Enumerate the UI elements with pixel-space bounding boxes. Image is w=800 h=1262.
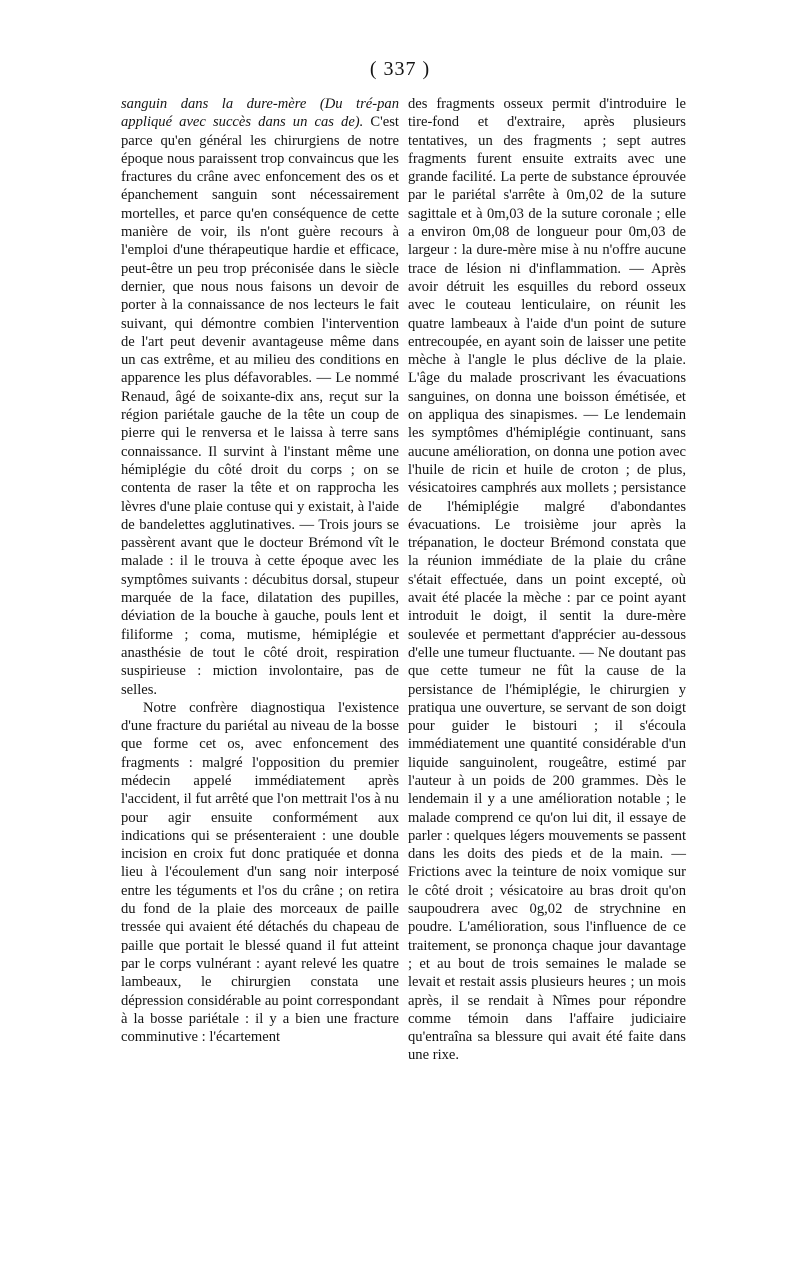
right-column <box>408 95 686 1065</box>
left-column <box>121 95 399 1046</box>
left-paragraph-2: Notre confrère diagnostiqua l'existence d'une fracture du pariétal au niveau de la bosse que forme cet os, avec enfoncement des fragments : malgré l'opposition du premier médecin appelé immédiatement après l'accident, il fut arrêté que l'on mettrait l'os à nu pour agir ensuite conformément aux indications qui se présenteraient : une double incision en croix fut donc pratiquée et donna lieu à l'écoulement d'un sang noir interposé entre les téguments et l'os du crâne ; on retira du fond de la plaie des morceaux de paille tressée qui avaient été détachés du chapeau de paille que portait le blessé quand il fut atteint par le corps vulnérant : ayant relevé les quatre lambeaux, le chirurgien constata une dépression considérable au point correspondant à la bosse pariétale : il y a bien une fracture comminutive : l'écartement <box>121 699 399 1046</box>
left-paragraph-1 <box>121 95 399 699</box>
page-number: ( 337 ) <box>369 58 431 80</box>
left-paragraph-1-text: C'est parce qu'en général les chirurgiens de notre époque nous paraissent trop convaincus que les fractures du crâne avec enfoncement des os et épanchement sanguin sont nécessairement mortelles, et parce qu'en conséquence de cette manière de voir, ils n'ont guère recours à l'emploi d'une thérapeutique hardie et efficace, peut-être un peu trop préconisée dans le siècle dernier, que nous nous faisons un devoir de porter à la connaissance de nos lecteurs le fait suivant, qui démontre combien l'intervention de l'art peut devenir avantageuse même dans un cas extrême, et au milieu des conditions en apparence les plus défavorables. — Le nommé Renaud, âgé de soixante-dix ans, reçut sur la région pariétale gauche de la tête un coup de pierre qui le renversa et le laissa à terre sans connaissance. Il survint à l'instant même une hémiplégie du côté droit du corps ; on se contenta de raser la tête et on rapprocha les lèvres d'une plaie contuse qui y existait, à l'aide de bandelettes agglutinatives. — Trois jours se passèrent avant que le docteur Brémond vît le malade : il le trouva à cette époque avec les symptômes suivants : décubitus dorsal, stupeur marquée de la face, dilatation des pupilles, déviation de la bouche à gauche, pouls lent et filiforme ; coma, mutisme, hémiplégie et anasthésie de tout le côté droit, respiration suspirieuse : miction involontaire, pas de selles. <box>121 114 399 698</box>
right-paragraph-1: des fragments osseux permit d'introduire le tire-fond et d'extraire, après plusieurs tentatives, un des fragments ; sept autres fragments furent ensuite extraits avec une grande facilité. La perte de substance éprouvée par le pariétal s'arrête à 0m,02 de la suture sagittale et à 0m,03 de la suture coronale ; elle a environ 0m,08 de longueur pour 0m,03 de largeur : la dure-mère mise à nu n'offre aucune trace de lésion ni d'inflammation. — Après avoir détruit les esquilles du rebord osseux avec le couteau lenticulaire, on réunit les quatre lambeaux à l'aide d'un point de suture entrecoupée, en ayant soin de laisser une petite mèche à l'angle le plus déclive de la plaie. L'âge du malade proscrivant les évacuations sanguines, on donna une boisson émétisée, et on appliqua des sinapismes. — Le lendemain les symptômes d'hémiplégie continuant, sans aucune amélioration, on donna une potion avec l'huile de ricin et huile de croton ; de plus, vésicatoires camphrés aux mollets ; persistance de l'hémiplégie malgré d'abondantes évacuations. Le troisième jour après la trépanation, le docteur Brémond constata que la réunion immédiate de la plaie du crâne s'était effectuée, dans un point excepté, où avait été placée la mèche : par ce point ayant introduit le doigt, il sentit la dure-mère soulevée et permettant d'apprécier au-dessous d'elle une tumeur fluctuante. — Ne doutant pas que cette tumeur ne fût la cause de la persistance de l'hémiplégie, le chirurgien y pratiqua une ouverture, se servant de son doigt pour guider le bistouri ; il s'écoula immédiatement une quantité considérable d'un liquide sanguinolent, rougeâtre, estimé par l'auteur à un poids de 200 grammes. Dès le lendemain il y a une amélioration notable ; le malade comprend ce qu'on lui dit, il essaye de parler : quelques légers mouvements se passent dans les doits des pieds et de la main. — Frictions avec la teinture de noix vomique sur le côté droit ; vésicatoire au bras droit qu'on saupoudrera avec 0g,02 de strychnine en poudre. L'amélioration, sous l'influence de ce traitement, se prononça chaque jour davantage ; et au bout de trois semaines le malade se levait et restait assis plusieurs heures ; un mois après, il se rendait à Nîmes pour répondre comme témoin dans l'affaire judiciaire qu'entraîna sa blessure qui avait été faite dans une rixe. <box>408 96 686 1064</box>
article-title: sanguin dans la dure-mère (Du tré-pan appliqué avec succès dans un cas de). <box>121 96 399 131</box>
